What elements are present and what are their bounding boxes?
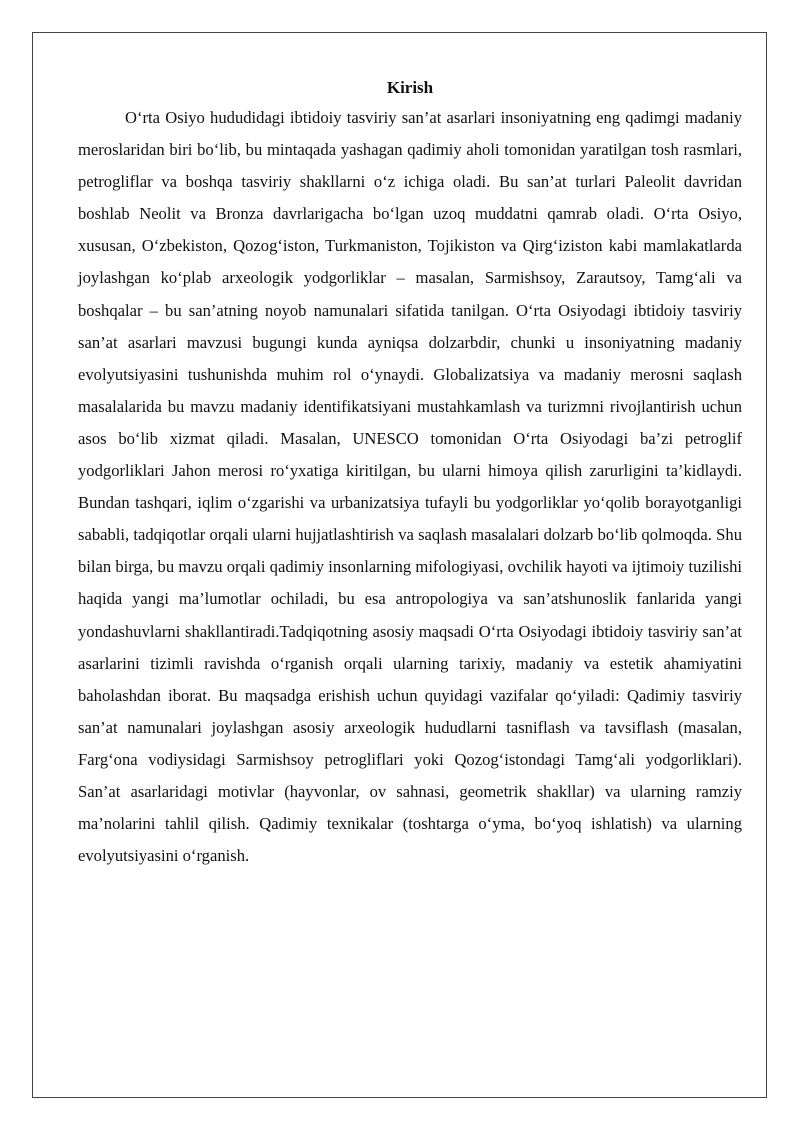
document-title: Kirish — [386, 78, 434, 97]
document-paragraph: O‘rta Osiyo hududidagi ibtidoiy tasviriy san’at asarlari insoniyatning eng qadimgi madaniy meroslaridan biri bo‘lib, bu mintaqada yashagan qadimiy aholi tomonidan yaratilgan tosh rasmlari, petrogliflar va boshqa tasviriy shakllarni o‘z ichiga oladi. Bu san’at turlari Paleolit davridan boshlab Neolit va Bronza davrlarigacha bo‘lgan uzoq muddatni qamrab oladi. O‘rta Osiyo, xususan, O‘zbekiston, Qozog‘iston, Turkmaniston, Tojikiston va Qirg‘iziston kabi mamlakatlarda joylashgan ko‘plab arxeologik yodgorliklar – masalan, Sarmishsoy, Zarautsoy, Tamg‘ali va boshqalar – bu san’atning noyob namunalari sifatida tanilgan. O‘rta Osiyodagi ibtidoiy tasviriy san’at asarlari mavzusi bugungi kunda ayniqsa dolzarbdir, chunki u insoniyatning madaniy evolyutsiyasini tushunishda muhim rol o‘ynaydi. Globalizatsiya va madaniy merosni saqlash masalalarida bu mavzu madaniy identifikatsiyani mustahkamlash va turizmni rivojlantirish uchun asos bo‘lib xizmat qiladi. Masalan, UNESCO tomonidan O‘rta Osiyodagi ba’zi petroglif yodgorliklari Jahon merosi ro‘yxatiga kiritilgan, bu ularni himoya qilish zarurligini ta’kidlaydi. Bundan tashqari, iqlim o‘zgarishi va urbanizatsiya tufayli bu yodgorliklar yo‘qolib borayotganligi sababli, tadqiqotlar orqali ularni hujjatlashtirish va saqlash masalalari dolzarb bo‘lib qolmoqda. Shu bilan birga, bu mavzu orqali qadimiy insonlarning mifologiyasi, ovchilik hayoti va ijtimoiy tuzilishi haqida yangi ma’lumotlar ochiladi, bu esa antropologiya va san’atshunoslik fanlarida yangi yondashuvlarni shakllantiradi.Tadqiqotning asosiy maqsadi O‘rta Osiyodagi ibtidoiy tasviriy san’at asarlarini tizimli ravishda o‘rganish orqali ularning tarixiy, madaniy va estetik ahamiyatini baholashdan iborat. Bu maqsadga erishish uchun quyidagi vazifalar qo‘yiladi: Qadimiy tasviriy san’at namunalari joylashgan asosiy arxeologik hududlarni tasniflash va tavsiflash (masalan, Farg‘ona vodiysidagi Sarmishsoy petrogliflari yoki Qozog‘istondagi Tamg‘ali yodgorliklari). San’at asarlaridagi motivlar (hayvonlar, ov sahnasi, geometrik shakllar) va ularning ramziy ma’nolarini tahlil qilish. Qadimiy texnikalar (toshtarga o‘yma, bo‘yoq ishlatish) va ularning evolyutsiyasini o‘rganish. — [78, 108, 742, 866]
document-content — [78, 76, 742, 872]
